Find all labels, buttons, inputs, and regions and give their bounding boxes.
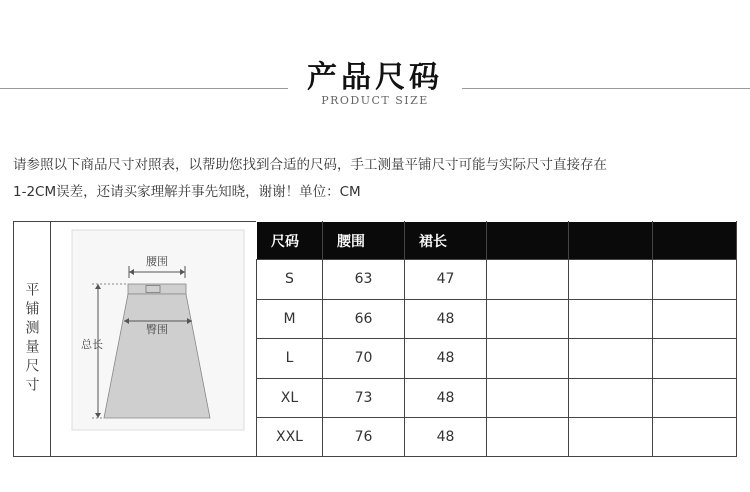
cell-empty <box>487 260 569 300</box>
cell-empty <box>569 339 653 379</box>
cell-empty <box>569 299 653 339</box>
hip-label: 臀围 <box>146 323 168 336</box>
cell-waist: 70 <box>323 339 405 379</box>
cell-length: 48 <box>405 418 487 457</box>
skirt-measurement-diagram <box>52 222 256 456</box>
page-title: 产品尺码 <box>307 60 443 95</box>
cell-length: 47 <box>405 260 487 300</box>
cell-empty <box>569 260 653 300</box>
size-table <box>256 221 737 457</box>
cell-empty <box>653 418 737 457</box>
table-header-row <box>257 222 737 260</box>
cell-empty <box>569 418 653 457</box>
cell-length: 48 <box>405 378 487 418</box>
cell-empty <box>569 378 653 418</box>
cell-empty <box>487 339 569 379</box>
cell-empty <box>653 339 737 379</box>
size-note-line-1: 请参照以下商品尺寸对照表，以帮助您找到合适的尺码，手工测量平铺尺寸可能与实际尺寸直接存在 <box>13 157 607 173</box>
cell-empty <box>653 299 737 339</box>
length-label: 总长 <box>81 338 103 351</box>
cell-size: XL <box>257 378 323 418</box>
header-waist: 腰围 <box>323 222 405 260</box>
waist-label: 腰围 <box>146 255 168 268</box>
table-row <box>257 418 737 457</box>
table-row <box>257 339 737 379</box>
table-row <box>257 378 737 418</box>
cell-empty <box>653 378 737 418</box>
cell-size: S <box>257 260 323 300</box>
cell-empty <box>487 418 569 457</box>
cell-length: 48 <box>405 339 487 379</box>
cell-size: M <box>257 299 323 339</box>
cell-waist: 76 <box>323 418 405 457</box>
page-subtitle: PRODUCT SIZE <box>321 94 429 107</box>
measure-method-text: 平铺测量尺寸 <box>23 282 40 396</box>
size-note <box>13 152 741 206</box>
cell-length: 48 <box>405 299 487 339</box>
header-length: 裙长 <box>405 222 487 260</box>
header-size: 尺码 <box>257 222 323 260</box>
cell-empty <box>653 260 737 300</box>
cell-size: L <box>257 339 323 379</box>
size-note-line-2: 1-2CM误差，还请买家理解并事先知晓，谢谢！单位：CM <box>13 184 361 200</box>
header-empty <box>569 222 653 260</box>
header-empty <box>653 222 737 260</box>
cell-waist: 63 <box>323 260 405 300</box>
table-row <box>257 299 737 339</box>
cell-waist: 66 <box>323 299 405 339</box>
cell-size: XXL <box>257 418 323 457</box>
measure-method-label <box>13 221 51 457</box>
cell-empty <box>487 378 569 418</box>
cell-waist: 73 <box>323 378 405 418</box>
table-row <box>257 260 737 300</box>
cell-empty <box>487 299 569 339</box>
header-empty <box>487 222 569 260</box>
